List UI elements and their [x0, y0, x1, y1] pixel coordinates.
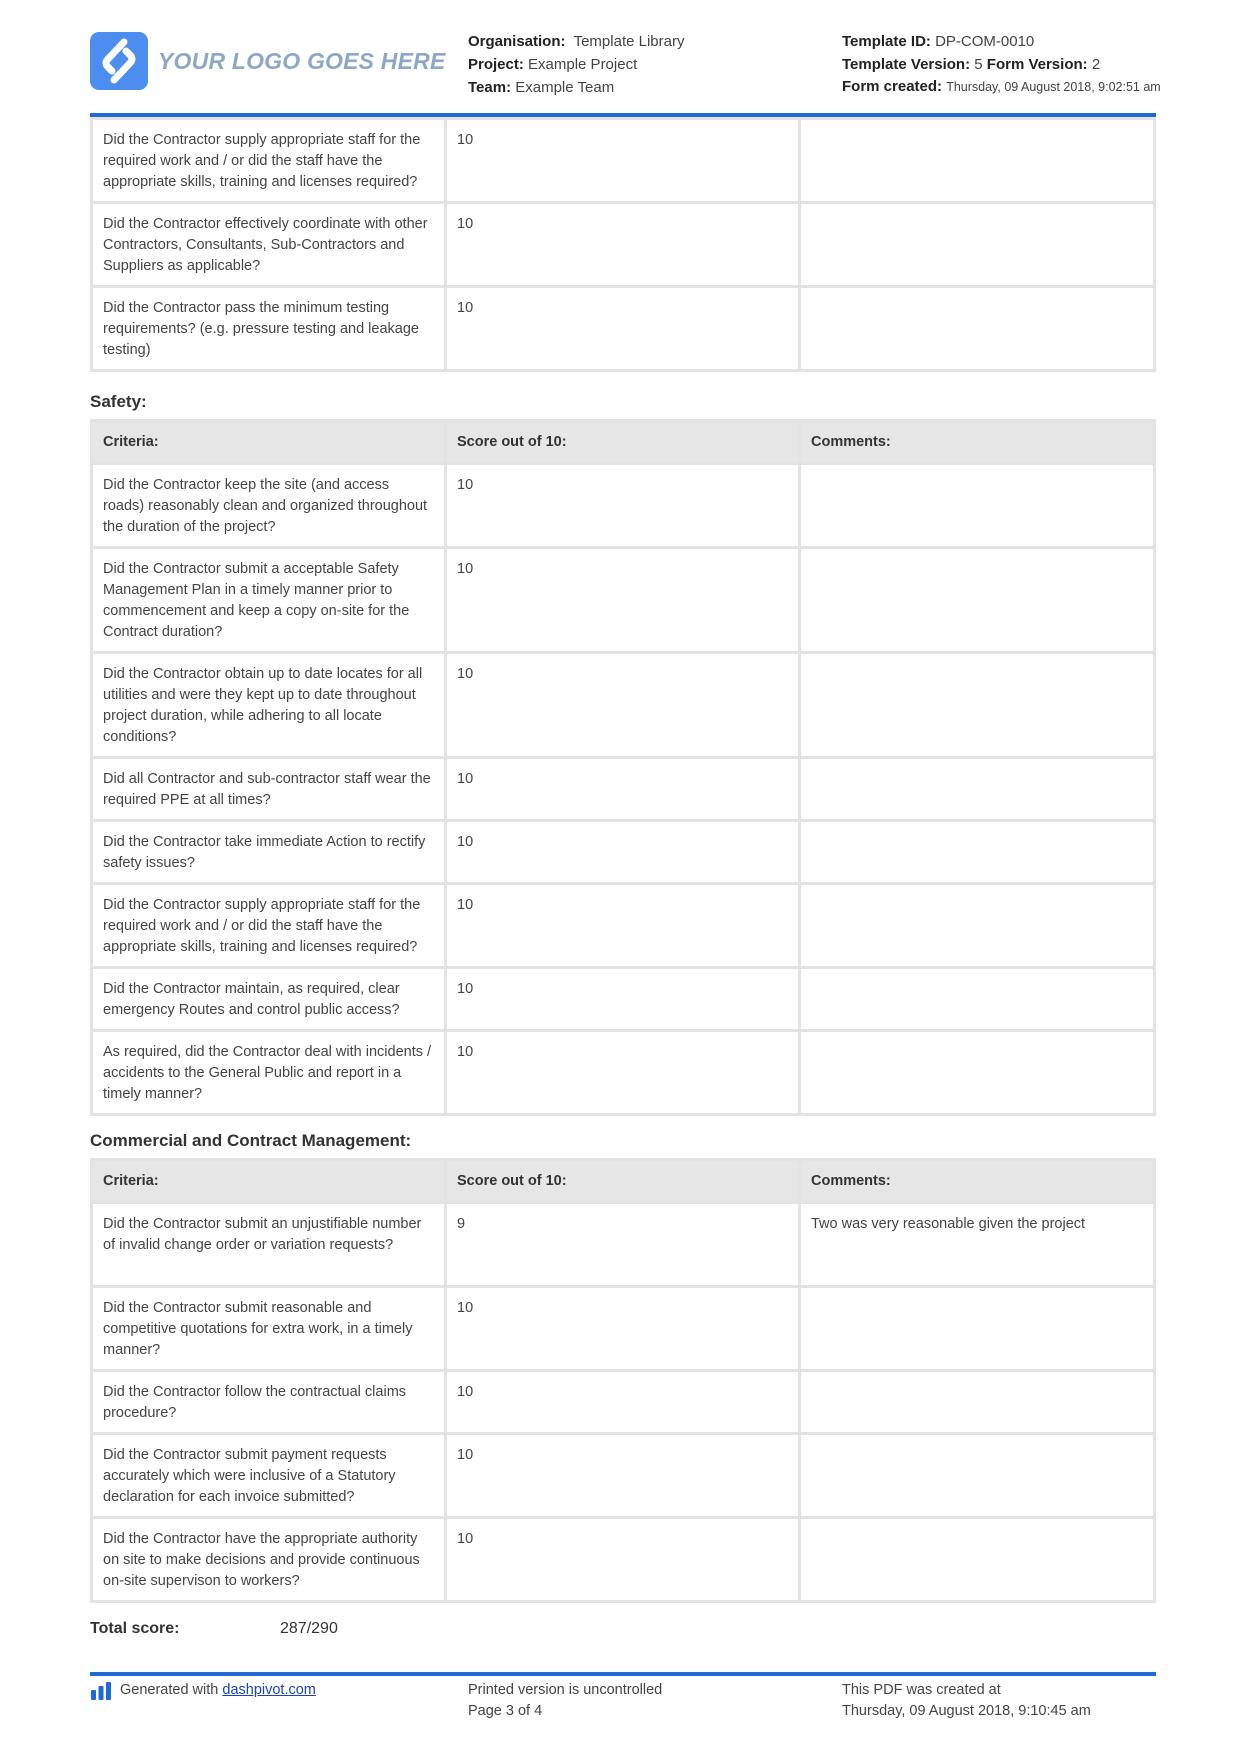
table-row	[90, 117, 1156, 201]
total-score	[90, 1620, 338, 1638]
company-logo	[90, 32, 446, 90]
continued-criteria-table	[90, 117, 1156, 372]
section-title-commercial: Commercial and Contract Management:	[90, 1131, 412, 1150]
comments-cell	[798, 819, 1156, 882]
criteria-cell: Did the Contractor submit payment requests accurately which were inclusive of a Statutory declaration for each invoice submitted?	[90, 1432, 444, 1516]
form-created-value: Thursday, 09 August 2018, 9:02:51 am	[946, 80, 1161, 94]
template-version-value: 5	[974, 56, 983, 73]
table-header-row	[90, 419, 1156, 462]
criteria-cell: Did the Contractor supply appropriate staff for the required work and / or did the staff have the appropriate skills, training and licenses required?	[90, 882, 444, 966]
commercial-table	[90, 1158, 1156, 1603]
criteria-cell: Did the Contractor maintain, as required, clear emergency Routes and control public access?	[90, 966, 444, 1029]
form-version-value: 2	[1091, 56, 1101, 73]
criteria-cell: Did the Contractor pass the minimum testing requirements? (e.g. pressure testing and leakage testing)	[90, 285, 444, 372]
criteria-cell: Did all Contractor and sub-contractor staff wear the required PPE at all times?	[90, 756, 444, 819]
footer-page-info	[468, 1680, 662, 1722]
table-row	[90, 882, 1156, 966]
table-header-row	[90, 1158, 1156, 1201]
score-cell: 10	[444, 1516, 798, 1603]
template-id-value: DP-COM-0010	[935, 33, 1035, 50]
table-row	[90, 756, 1156, 819]
page-number: Page 3 of 4	[468, 1703, 543, 1719]
score-cell: 10	[444, 285, 798, 372]
table-row	[90, 1369, 1156, 1432]
table-row	[90, 201, 1156, 285]
comments-cell	[798, 1029, 1156, 1116]
comments-cell	[798, 1432, 1156, 1516]
column-header-comments: Comments:	[798, 419, 1156, 462]
score-cell: 10	[444, 462, 798, 546]
logo-text: YOUR LOGO GOES HERE	[158, 47, 446, 74]
score-cell: 10	[444, 1432, 798, 1516]
score-cell: 10	[444, 1285, 798, 1369]
score-cell: 9	[444, 1201, 798, 1285]
safety-table	[90, 419, 1156, 1116]
score-cell: 10	[444, 651, 798, 756]
score-cell: 10	[444, 1029, 798, 1116]
table-row	[90, 651, 1156, 756]
team-value: Example Team	[515, 79, 615, 96]
project-label: Project:	[468, 56, 524, 73]
score-cell: 10	[444, 201, 798, 285]
comments-cell	[798, 1285, 1156, 1369]
dashpivot-link[interactable]: dashpivot.com	[222, 1682, 316, 1698]
comments-cell	[798, 462, 1156, 546]
score-cell: 10	[444, 1369, 798, 1432]
header-project-info	[468, 30, 798, 99]
criteria-cell: Did the Contractor submit reasonable and competitive quotations for extra work, in a timely manner?	[90, 1285, 444, 1369]
generated-prefix: Generated with	[120, 1682, 219, 1698]
criteria-cell: As required, did the Contractor deal with incidents / accidents to the General Public and report in a timely manner?	[90, 1029, 444, 1116]
column-header-score: Score out of 10:	[444, 419, 798, 462]
criteria-cell: Did the Contractor take immediate Action to rectify safety issues?	[90, 819, 444, 882]
section-title-safety: Safety:	[90, 392, 147, 411]
comments-cell	[798, 1516, 1156, 1603]
table-row	[90, 966, 1156, 1029]
template-version-label: Template Version:	[842, 56, 971, 73]
column-header-criteria: Criteria:	[90, 1158, 444, 1201]
organisation-label: Organisation:	[468, 33, 566, 50]
comments-cell	[798, 966, 1156, 1029]
footer-generated	[90, 1680, 316, 1701]
criteria-cell: Did the Contractor supply appropriate staff for the required work and / or did the staff have the appropriate skills, training and licenses required?	[90, 117, 444, 201]
criteria-cell: Did the Contractor effectively coordinate with other Contractors, Consultants, Sub-Contractors and Suppliers as applicable?	[90, 201, 444, 285]
score-cell: 10	[444, 966, 798, 1029]
score-cell: 10	[444, 546, 798, 651]
table-row	[90, 1029, 1156, 1116]
column-header-comments: Comments:	[798, 1158, 1156, 1201]
score-cell: 10	[444, 756, 798, 819]
pdf-created-value: Thursday, 09 August 2018, 9:10:45 am	[842, 1703, 1091, 1719]
table-row	[90, 546, 1156, 651]
comments-cell	[798, 651, 1156, 756]
organisation-value: Template Library	[573, 33, 685, 50]
comments-cell	[798, 117, 1156, 201]
team-label: Team:	[468, 79, 512, 96]
total-score-value: 287/290	[280, 1620, 338, 1637]
criteria-cell: Did the Contractor have the appropriate authority on site to make decisions and provide continuous on-site supervison to workers?	[90, 1516, 444, 1603]
column-header-criteria: Criteria:	[90, 419, 444, 462]
footer-pdf-created	[842, 1680, 1091, 1722]
criteria-cell: Did the Contractor follow the contractual claims procedure?	[90, 1369, 444, 1432]
score-cell: 10	[444, 882, 798, 966]
page-header	[90, 30, 1161, 114]
score-cell: 10	[444, 117, 798, 201]
column-header-score: Score out of 10:	[444, 1158, 798, 1201]
table-row	[90, 819, 1156, 882]
comments-cell	[798, 546, 1156, 651]
criteria-cell: Did the Contractor submit a acceptable Safety Management Plan in a timely manner prior to commencement and keep a copy on-site for the Contract duration?	[90, 546, 444, 651]
comments-cell	[798, 1369, 1156, 1432]
logo-icon	[90, 32, 148, 90]
criteria-cell: Did the Contractor obtain up to date locates for all utilities and were they kept up to date throughout project duration, while adhering to all locate conditions?	[90, 651, 444, 756]
printed-note: Printed version is uncontrolled	[468, 1682, 663, 1698]
score-cell: 10	[444, 819, 798, 882]
project-value: Example Project	[528, 56, 638, 73]
footer-divider	[90, 1672, 1156, 1676]
form-version-label: Form Version:	[986, 56, 1088, 73]
table-row	[90, 1285, 1156, 1369]
table-row	[90, 462, 1156, 546]
form-created-label: Form created:	[842, 78, 943, 95]
header-template-info	[842, 30, 1162, 95]
table-row	[90, 1201, 1156, 1285]
pdf-created-label: This PDF was created at	[842, 1682, 1001, 1698]
table-row	[90, 285, 1156, 372]
template-id-label: Template ID:	[842, 33, 931, 50]
comments-cell: Two was very reasonable given the project	[798, 1201, 1156, 1285]
criteria-cell: Did the Contractor submit an unjustifiable number of invalid change order or variation requests?	[90, 1201, 444, 1285]
comments-cell	[798, 756, 1156, 819]
total-score-label: Total score:	[90, 1620, 180, 1637]
comments-cell	[798, 882, 1156, 966]
bar-chart-icon	[90, 1681, 112, 1701]
criteria-cell: Did the Contractor keep the site (and access roads) reasonably clean and organized throughout the duration of the project?	[90, 462, 444, 546]
table-row	[90, 1516, 1156, 1603]
comments-cell	[798, 285, 1156, 372]
table-row	[90, 1432, 1156, 1516]
comments-cell	[798, 201, 1156, 285]
